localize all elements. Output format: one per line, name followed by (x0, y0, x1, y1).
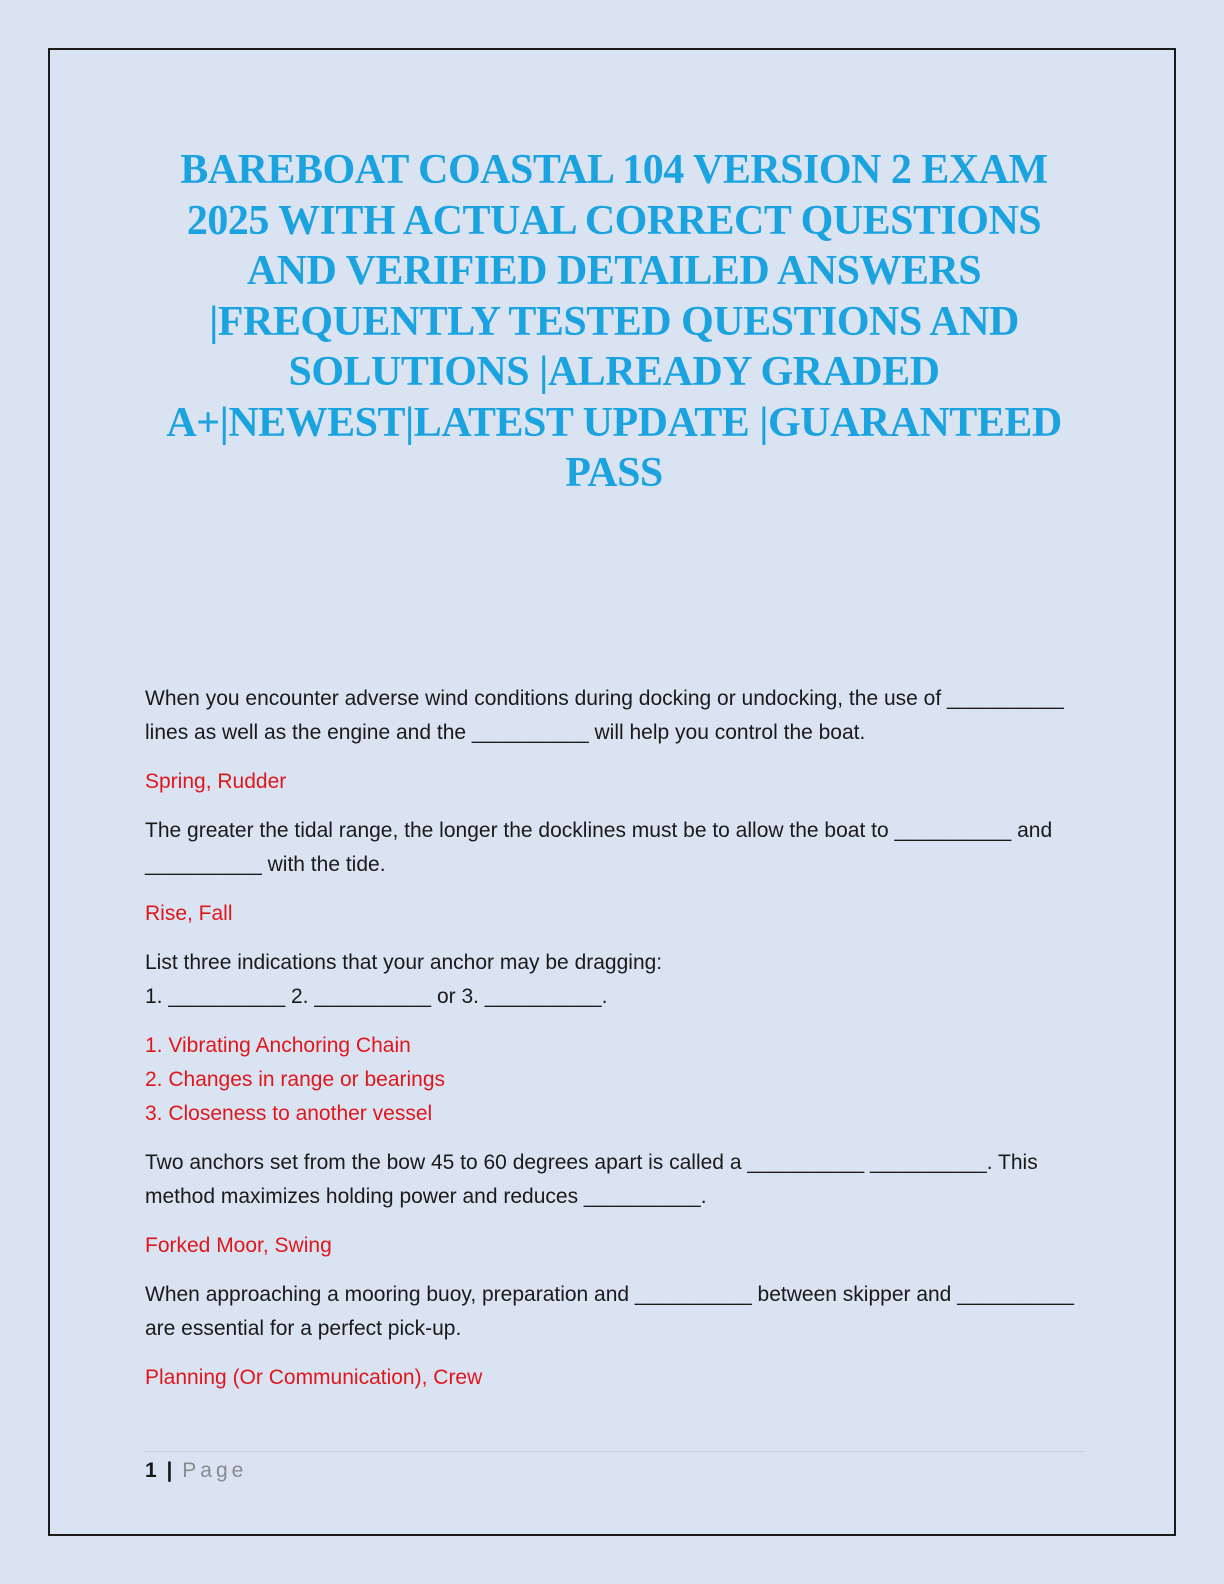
question-line: 1. __________ 2. __________ or 3. __________. (145, 985, 608, 1008)
question-line: List three indications that your anchor may be dragging: (145, 951, 663, 974)
footer-divider (143, 1451, 1085, 1452)
qa-list (145, 682, 1075, 1410)
answer-list (145, 1029, 1075, 1131)
qa-item (145, 946, 1075, 1131)
footer-separator: | (166, 1459, 173, 1482)
question-text: The greater the tidal range, the longer the docklines must be to allow the boat to __________ and __________ with the tide. (145, 819, 1053, 876)
answer-text: Rise, Fall (145, 902, 233, 925)
question-text: Two anchors set from the bow 45 to 60 degrees apart is called a __________ __________. This method maximizes holding power and reduces __________. (145, 1151, 1038, 1208)
answer-text: Spring, Rudder (145, 770, 287, 793)
qa-item (145, 814, 1075, 931)
qa-item (145, 1278, 1075, 1395)
answer-text: Forked Moor, Swing (145, 1234, 332, 1257)
qa-item (145, 1146, 1075, 1263)
page-number: 1 (145, 1459, 157, 1482)
page-label: Page (182, 1459, 248, 1482)
answer-item: 2. Changes in range or bearings (145, 1068, 446, 1091)
answer-item: 3. Closeness to another vessel (145, 1102, 433, 1125)
answer-text: Planning (Or Communication), Crew (145, 1366, 483, 1389)
question-text (145, 946, 1075, 1014)
document-title: BAREBOAT COASTAL 104 VERSION 2 EXAM 2025 WITH ACTUAL CORRECT QUESTIONS AND VERIFIED DETAILED ANSWERS |FREQUENTLY TESTED QUESTIONS AND SOLUTIONS |ALREADY GRADED A+|NEWEST|LATEST UPDATE |GUARANTEED PASS (166, 147, 1062, 496)
qa-item (145, 682, 1075, 799)
question-text: When you encounter adverse wind conditions during docking or undocking, the use of __________ lines as well as the engine and the __________ will help you control the boat. (145, 687, 1064, 744)
page-footer (145, 1456, 247, 1486)
question-text: When approaching a mooring buoy, preparation and __________ between skipper and __________ are essential for a perfect pick-up. (145, 1283, 1074, 1340)
answer-item: 1. Vibrating Anchoring Chain (145, 1034, 411, 1057)
